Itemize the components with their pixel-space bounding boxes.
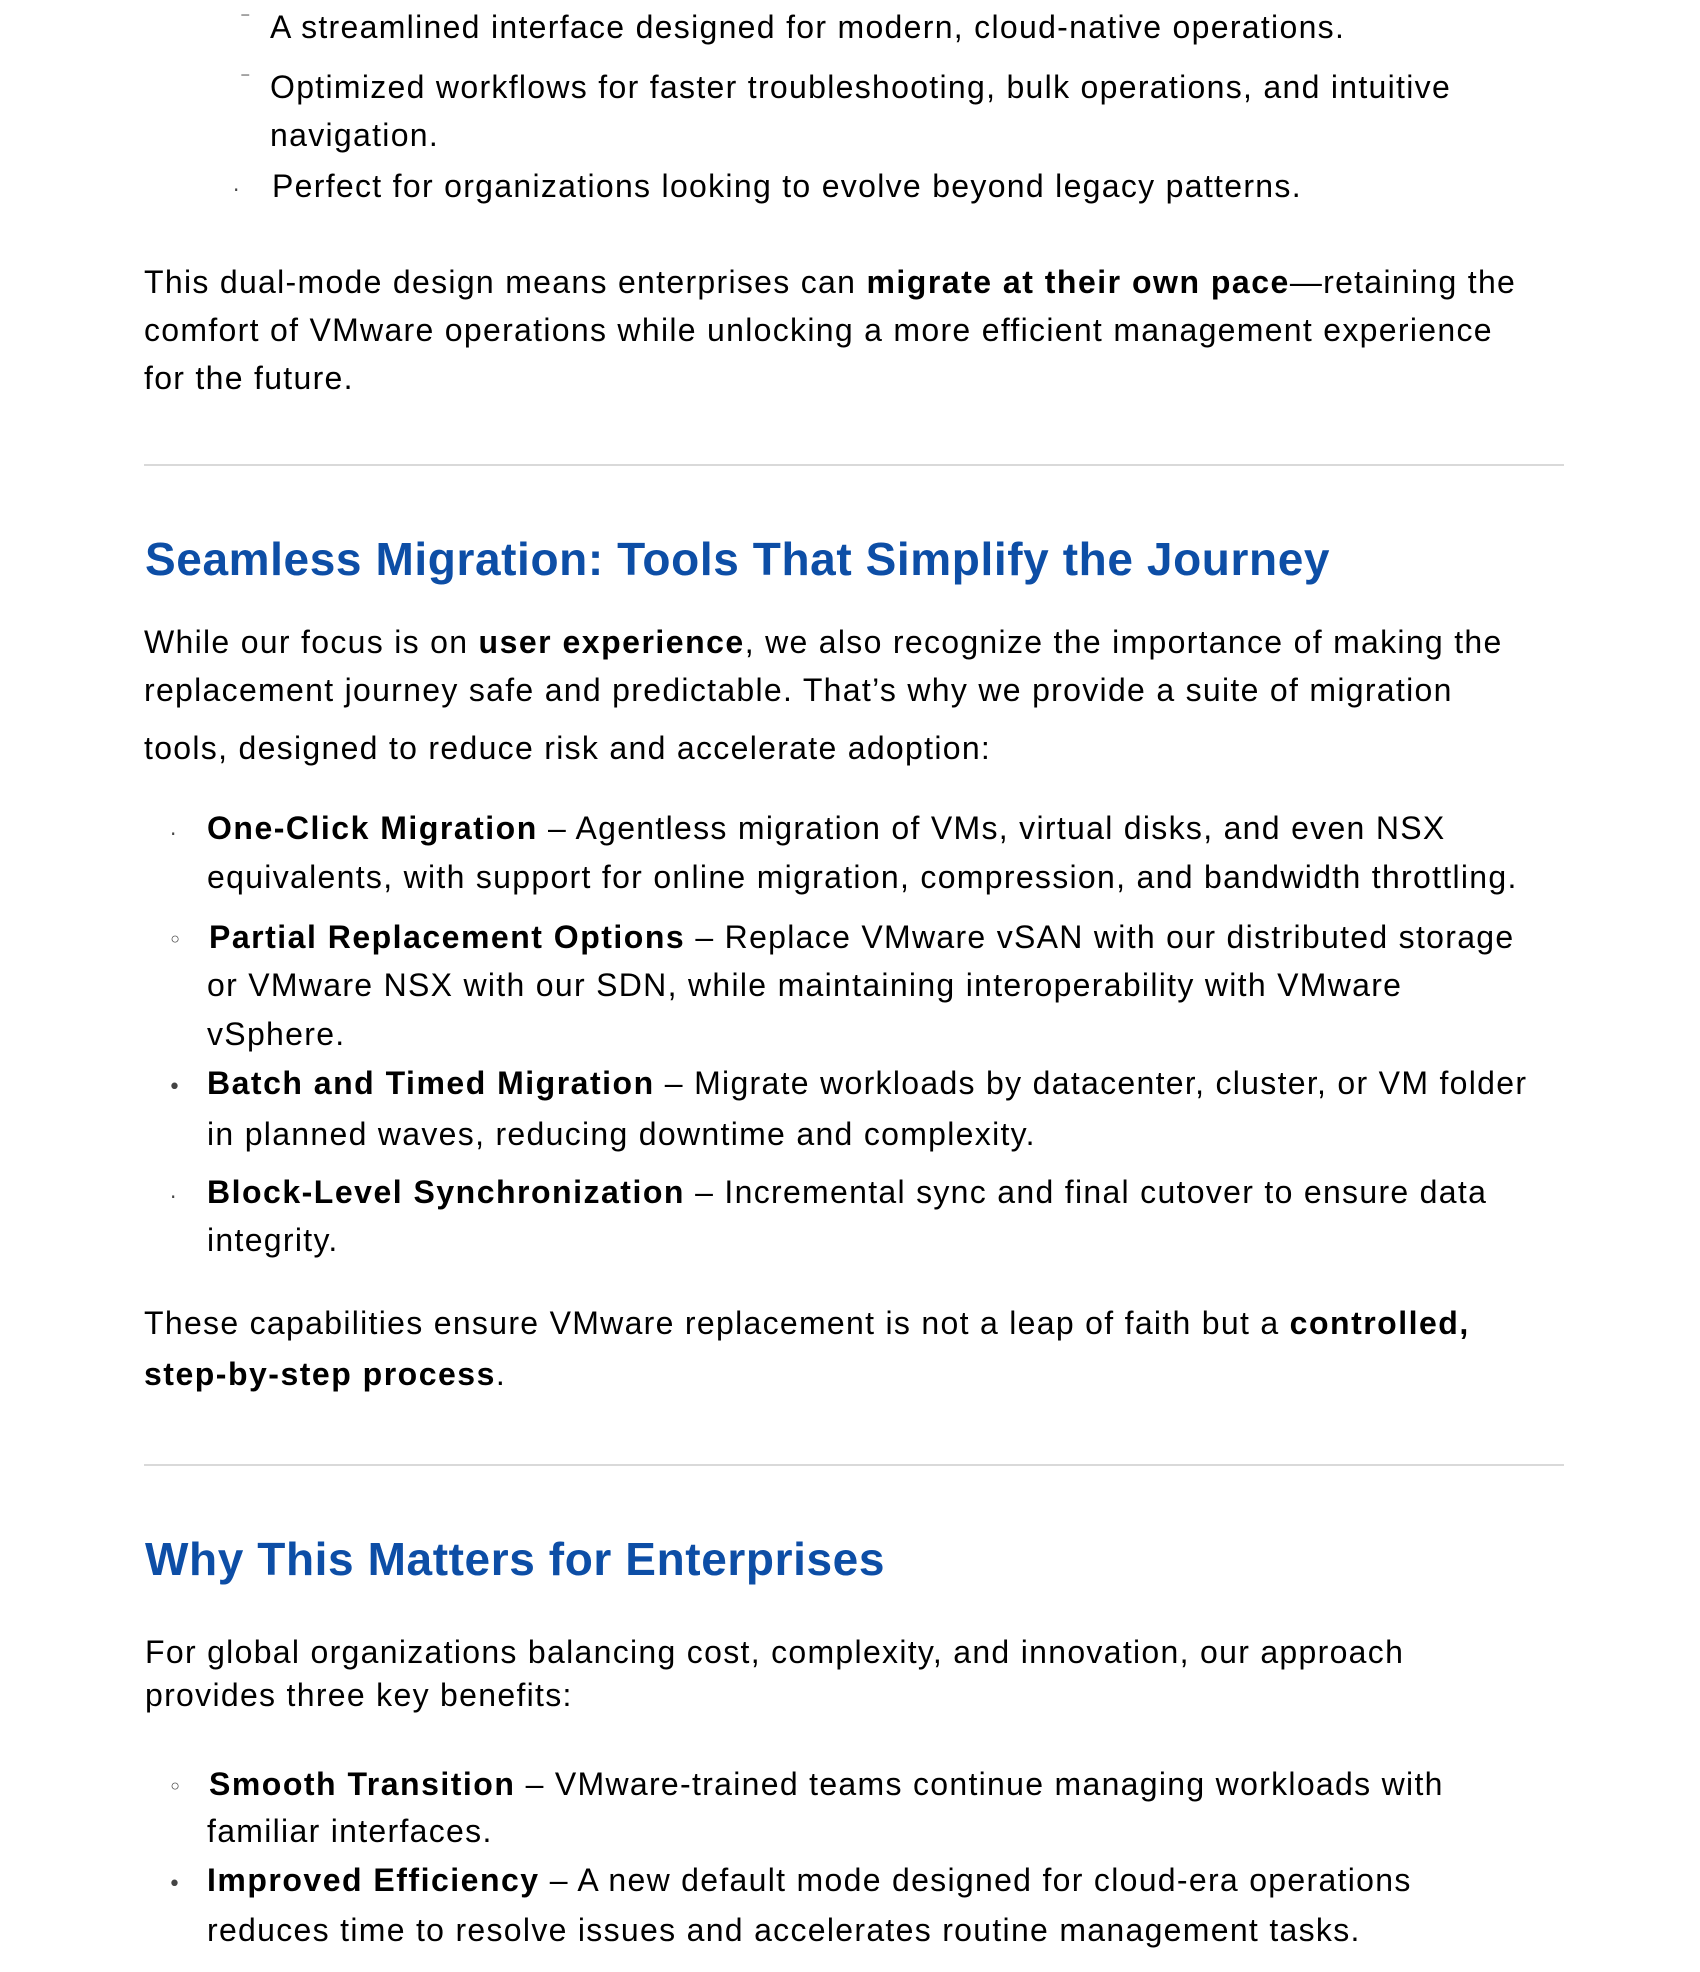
list-item-line: familiar interfaces.	[207, 1813, 493, 1849]
list-item-line: equivalents, with support for online migration, compression, and bandwidth throttling.	[207, 859, 1518, 895]
list-marker: •	[168, 1872, 181, 1897]
list-marker: •	[168, 1075, 181, 1100]
list-item-line: in planned waves, reducing downtime and complexity.	[207, 1116, 1036, 1152]
list-marker: ◦	[168, 926, 183, 954]
paragraph-line: for the future.	[144, 360, 354, 396]
list-marker: ·	[233, 178, 240, 202]
list-item-text: Optimized workflows for faster troubleshooting, bulk operations, and intuitive	[270, 69, 1452, 105]
paragraph-line: replacement journey safe and predictable. That’s why we provide a suite of migration	[144, 672, 1453, 708]
list-item-line: Partial Replacement Options – Replace VMware vSAN with our distributed storage	[209, 919, 1515, 955]
section-heading-migration: Seamless Migration: Tools That Simplify the Journey	[145, 533, 1331, 585]
paragraph-line: step-by-step process.	[144, 1356, 507, 1392]
list-item-text: navigation.	[270, 117, 440, 153]
list-item-text: A streamlined interface designed for modern, cloud-native operations.	[270, 9, 1346, 45]
list-item-line: vSphere.	[207, 1016, 346, 1052]
paragraph-line: tools, designed to reduce risk and accelerate adoption:	[144, 730, 992, 766]
paragraph-line: comfort of VMware operations while unlocking a more efficient management experience	[144, 312, 1493, 348]
list-item-line: Batch and Timed Migration – Migrate workloads by datacenter, cluster, or VM folder	[207, 1065, 1528, 1101]
list-marker: ·	[170, 822, 177, 846]
list-item-line: One-Click Migration – Agentless migration of VMs, virtual disks, and even NSX	[207, 810, 1446, 846]
list-marker: ·	[170, 1185, 177, 1209]
list-item-line: or VMware NSX with our SDN, while maintaining interoperability with VMware	[207, 967, 1403, 1003]
paragraph-line: provides three key benefits:	[145, 1677, 573, 1713]
section-divider	[144, 1464, 1564, 1466]
paragraph-line: While our focus is on user experience, we also recognize the importance of making the	[144, 624, 1503, 660]
paragraph-line: This dual-mode design means enterprises can migrate at their own pace—retaining the	[144, 264, 1517, 300]
list-item-line: reduces time to resolve issues and accelerates routine management tasks.	[207, 1912, 1361, 1948]
list-item-line: integrity.	[207, 1222, 339, 1258]
list-marker: ⁻	[240, 6, 251, 30]
list-item-line: Block-Level Synchronization – Incremental sync and final cutover to ensure data	[207, 1174, 1488, 1210]
list-marker: ⁻	[240, 66, 251, 90]
paragraph-line: For global organizations balancing cost, complexity, and innovation, our approach	[145, 1634, 1405, 1670]
section-heading-enterprises: Why This Matters for Enterprises	[145, 1533, 886, 1585]
list-item-line: Improved Efficiency – A new default mode designed for cloud-era operations	[207, 1862, 1412, 1898]
list-marker: ◦	[168, 1773, 183, 1801]
list-item-line: Smooth Transition – VMware-trained teams continue managing workloads with	[209, 1766, 1444, 1802]
list-item-text: Perfect for organizations looking to evolve beyond legacy patterns.	[272, 168, 1302, 204]
paragraph-line: These capabilities ensure VMware replacement is not a leap of faith but a controlled,	[144, 1305, 1470, 1341]
section-divider	[144, 464, 1564, 466]
